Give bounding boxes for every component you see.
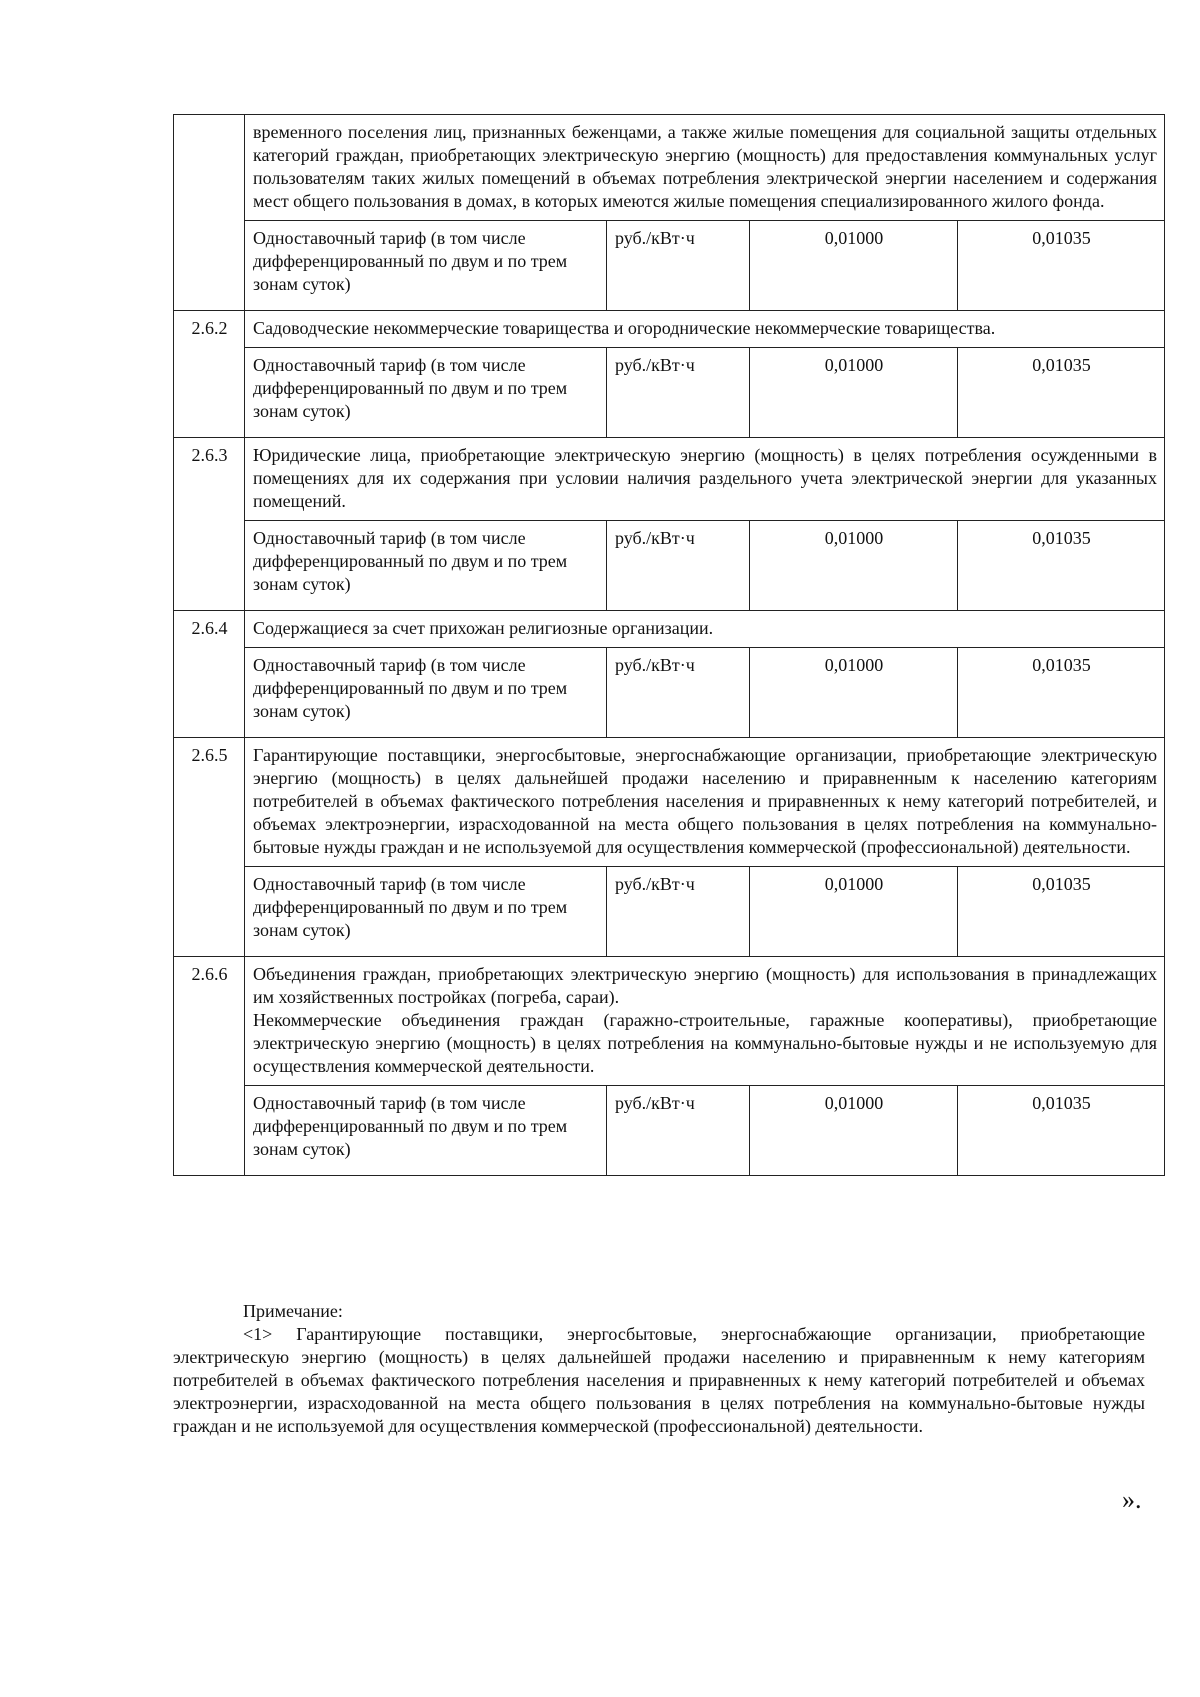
section-description: Юридические лица, приобретающие электрическую энергию (мощность) в целях потребления осужденными в помещениях для их содержания при условии наличия раздельного учета электрической энергии для указанных помещений. [245, 438, 1165, 521]
tariff-unit: руб./кВт·ч [607, 521, 750, 611]
table-row [174, 867, 1165, 957]
table-row [174, 221, 1165, 311]
tariff-label: Одноставочный тариф (в том числе дифференцированный по двум и по трем зонам суток) [245, 521, 607, 611]
tariff-label: Одноставочный тариф (в том числе дифференцированный по двум и по трем зонам суток) [245, 867, 607, 957]
table-row [174, 521, 1165, 611]
tariff-value-2: 0,01035 [958, 521, 1165, 611]
tariff-value-1: 0,01000 [750, 221, 958, 311]
footnote-block [173, 1300, 1145, 1438]
table-row [174, 611, 1165, 648]
section-number: 2.6.3 [174, 438, 245, 611]
section-description: Садоводческие некоммерческие товарищества и огороднические некоммерческие товарищества. [245, 311, 1165, 348]
section-description: Содержащиеся за счет прихожан религиозные организации. [245, 611, 1165, 648]
section-description: Гарантирующие поставщики, энергосбытовые, энергоснабжающие организации, приобретающие электрическую энергию (мощность) в целях дальнейшей продажи населению и приравненным к населению категориям потребителей в объемах фактического потребления населения и приравненных к нему категорий потребителей, и объемах электроэнергии, израсходованной на места общего пользования в целях потребления на коммунально-бытовые нужды граждан и не используемой для осуществления коммерческой (профессиональной) деятельности. [245, 738, 1165, 867]
tariff-value-2: 0,01035 [958, 348, 1165, 438]
tariff-value-1: 0,01000 [750, 648, 958, 738]
table-row [174, 1086, 1165, 1176]
table-row [174, 438, 1165, 521]
section-number-cell [174, 115, 245, 311]
tariff-label: Одноставочный тариф (в том числе дифференцированный по двум и по трем зонам суток) [245, 348, 607, 438]
section-number: 2.6.5 [174, 738, 245, 957]
tariff-label: Одноставочный тариф (в том числе дифференцированный по двум и по трем зонам суток) [245, 1086, 607, 1176]
table-row [174, 738, 1165, 867]
section-description [245, 957, 1165, 1086]
tariff-label: Одноставочный тариф (в том числе дифференцированный по двум и по трем зонам суток) [245, 221, 607, 311]
table-row [174, 311, 1165, 348]
table-row [174, 348, 1165, 438]
tariff-unit: руб./кВт·ч [607, 221, 750, 311]
section-description-part-2: Некоммерческие объединения граждан (гаражно-строительные, гаражные кооперативы), приобретающие электрическую энергию (мощность) в целях потребления на коммунально-бытовые нужды и не используемую для осуществления коммерческой деятельности. [253, 1010, 1158, 1076]
tariff-value-1: 0,01000 [750, 1086, 958, 1176]
tariff-value-1: 0,01000 [750, 867, 958, 957]
tariff-value-2: 0,01035 [958, 221, 1165, 311]
tariff-unit: руб./кВт·ч [607, 1086, 750, 1176]
table-row [174, 115, 1165, 221]
tariff-table [173, 114, 1165, 1176]
table-row [174, 957, 1165, 1086]
section-number: 2.6.2 [174, 311, 245, 438]
tariff-unit: руб./кВт·ч [607, 867, 750, 957]
tariff-unit: руб./кВт·ч [607, 648, 750, 738]
section-number: 2.6.6 [174, 957, 245, 1176]
closing-quote-mark: ». [1122, 1485, 1142, 1514]
note-text: <1> Гарантирующие поставщики, энергосбытовые, энергоснабжающие организации, приобретающие электрическую энергию (мощность) в целях дальнейшей продажи населению и приравненным к нему категориям потребителей в объемах фактического потребления населения и приравненных к нему категорий потребителей и объемах электроэнергии, израсходованной на места общего пользования в целях потребления на коммунально-бытовые нужды граждан и не используемой для осуществления коммерческой (профессиональной) деятельности. [173, 1324, 1145, 1436]
section-description: временного поселения лиц, признанных беженцами, а также жилые помещения для социальной защиты отдельных категорий граждан, приобретающих электрическую энергию (мощность) для предоставления коммунальных услуг пользователям таких жилых помещений в объемах потребления электрической энергии населением и содержания мест общего пользования в домах, в которых имеются жилые помещения специализированного жилого фонда. [245, 115, 1165, 221]
tariff-value-1: 0,01000 [750, 521, 958, 611]
tariff-value-2: 0,01035 [958, 648, 1165, 738]
tariff-value-2: 0,01035 [958, 867, 1165, 957]
tariff-value-1: 0,01000 [750, 348, 958, 438]
section-number: 2.6.4 [174, 611, 245, 738]
tariff-value-2: 0,01035 [958, 1086, 1165, 1176]
note-title: Примечание: [243, 1301, 343, 1321]
tariff-unit: руб./кВт·ч [607, 348, 750, 438]
table-row [174, 648, 1165, 738]
section-description-part-1: Объединения граждан, приобретающих электрическую энергию (мощность) для использования в принадлежащих им хозяйственных постройках (погреба, сараи). [253, 964, 1158, 1007]
tariff-label: Одноставочный тариф (в том числе дифференцированный по двум и по трем зонам суток) [245, 648, 607, 738]
